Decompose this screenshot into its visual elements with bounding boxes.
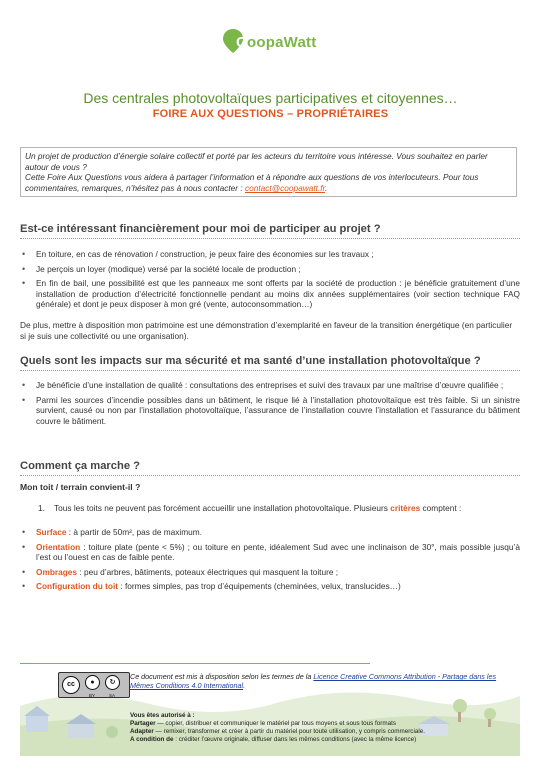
- section-heading-finance: Est-ce intéressant financièrement pour moi de participer au projet ?: [20, 223, 381, 235]
- list-item: • Configuration du toit : formes simples, pas trop d’équipements (cheminées, velux, translucides…): [20, 581, 520, 592]
- attribution-icon: ●: [85, 675, 100, 690]
- license-link[interactable]: Licence Creative Commons Attribution - Partage dans les Mêmes Conditions 4.0 International: [130, 672, 497, 690]
- cc-icon: cc: [62, 676, 80, 694]
- contact-email-link[interactable]: contact@coopawatt.fr: [244, 182, 326, 193]
- license-permissions: Vous êtes autorisé à : Partager — copier, distribuer et communiquer le matériel par tous moyens et sous tous formats Adapter — remixer, transformer et créer à partir du matériel pour toute utilisation, y compris commerciale. A condition de : créditer l’œuvre originale, diffuser dans les mêmes conditions (avec la même licence): [130, 712, 426, 743]
- logo-text: CoopaWatt: [236, 34, 317, 51]
- list-item: • Je bénéficie d’une installation de qualité : consultations des entreprises et suivi des travaux par une maîtrise d’œuvre qualifiée ;: [20, 380, 520, 391]
- list-item: • Ombrages : peu d’arbres, bâtiments, poteaux électriques qui masquent la toiture ;: [20, 567, 520, 578]
- section-divider: [20, 475, 520, 476]
- list-item: • Je perçois un loyer (modique) versé par la société locale de production ;: [20, 264, 520, 275]
- list-item: • Orientation : toiture plate (pente < 5%) ; ou toiture en pente, idéalement Sud avec une inclinaison de 30°, mais possible jusqu’à l’est ou l’ouest en cas de faible pente.: [20, 542, 520, 563]
- section-divider: [20, 238, 520, 239]
- list-item: • En fin de bail, une possibilité est que les panneaux me sont offerts par la société de production : je bénéficie gratuitement d’une installation de production d’électricité fonctionnelle pendant au moins dix années supplémentaires (voir section technique FAQ générale) et dont je peux disposer à mon gré (vente, autoconsommation…): [20, 278, 520, 310]
- page-subtitle: FOIRE AUX QUESTIONS – PROPRIÉTAIRES: [152, 108, 389, 120]
- section-heading-how-it-works: Comment ça marche ?: [20, 460, 140, 472]
- subheading-roof: Mon toit / terrain convient-il ?: [20, 482, 141, 492]
- safety-bullet-list: [20, 380, 520, 429]
- license-text: Ce document est mis à disposition selon les termes de la Licence Creative Commons Attribution - Partage dans les Mêmes Conditions 4.0 International.: [130, 672, 497, 690]
- intro-line-2: Cette Foire Aux Questions vous aidera à partager l’information et à répondre aux questions de vos interlocuteurs. Pour tous commentaires, remarques, n’hésitez pas à nous contacter : contact@coopawatt.fr.: [25, 172, 479, 193]
- criteria-bullet-list: [20, 527, 520, 595]
- finance-paragraph: De plus, mettre à disposition mon patrimoine est une démonstration d’exemplarité en faveur de la transition énergétique (en particulier si je suis une collectivité ou une organisation).: [20, 320, 513, 341]
- list-item: • Surface : à partir de 50m², pas de maximum.: [20, 527, 520, 538]
- finance-bullet-list: [20, 249, 520, 313]
- criteria-highlight: critères: [390, 503, 421, 513]
- creative-commons-badge[interactable]: cc ● ↻ BY SA: [58, 672, 130, 698]
- list-item: • Parmi les sources d’incendie possibles dans un bâtiment, le risque lié à l’installation photovoltaïque est très faible. Si un sinistre survient, causé ou non par l’installation photovoltaïque, l’assurance de l’installation couvre l’installation et l’assurance du bâtiment couvre le bâtiment.: [20, 395, 520, 427]
- intro-line-1: Un projet de production d’énergie solaire collectif et porté par les acteurs du territoire vous intéresse. Vous souhaitez en parler autour de vous ?: [25, 151, 488, 172]
- numbered-item: 1. Tous les toits ne peuvent pas forcément accueillir une installation photovoltaïque. Plusieurs critères comptent :: [38, 503, 462, 513]
- license-footer: [20, 666, 520, 756]
- share-alike-icon: ↻: [105, 675, 120, 690]
- coopawatt-logo: [222, 22, 332, 62]
- footer-divider: [20, 663, 370, 664]
- page-title: Des centrales photovoltaïques participatives et citoyennes…: [83, 90, 458, 106]
- intro-box: [20, 147, 517, 197]
- section-heading-safety: Quels sont les impacts sur ma sécurité et ma santé d’une installation photovoltaïque ?: [20, 355, 481, 367]
- section-divider: [20, 370, 520, 371]
- list-item: • En toiture, en cas de rénovation / construction, je peux faire des économies sur les travaux ;: [20, 249, 520, 260]
